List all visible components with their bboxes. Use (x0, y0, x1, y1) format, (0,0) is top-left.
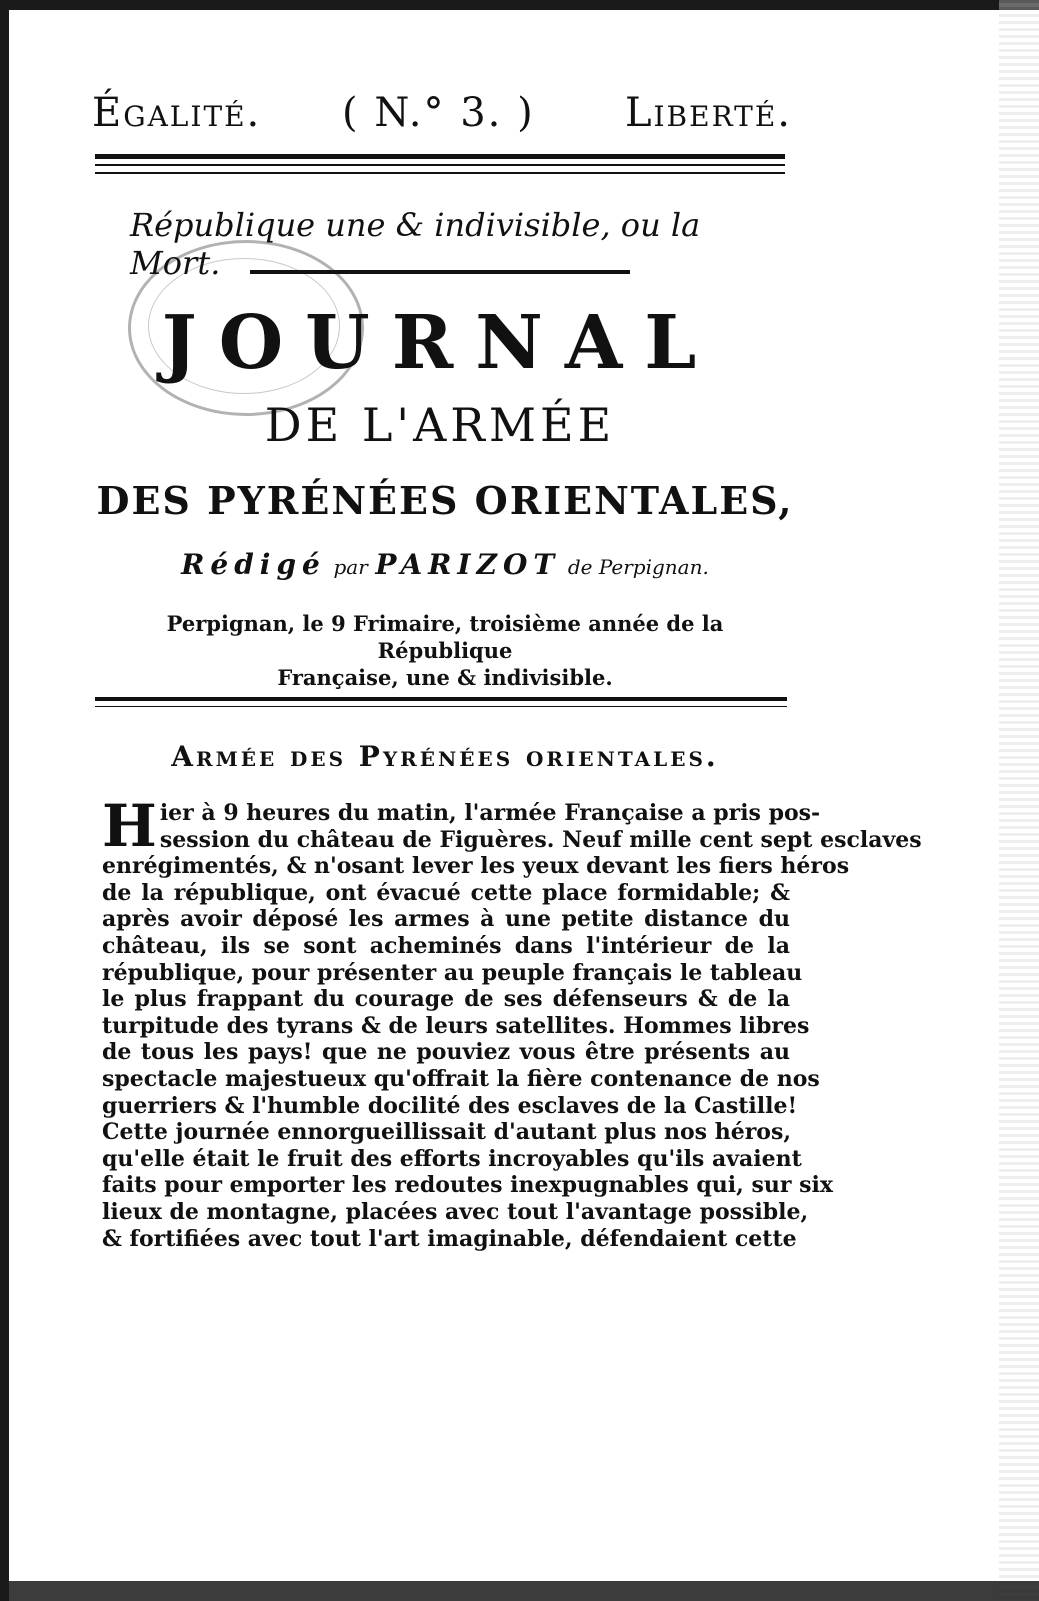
article-line: république, pour présenter au peuple français le tableau (102, 959, 803, 986)
article-line: spectacle majestueux qu'offrait la fière contenance de nos (102, 1065, 820, 1092)
article-line: ier à 9 heures du matin, l'armée Française a pris pos- (159, 800, 821, 826)
title-de-larmee: DE L'ARMÉE (264, 398, 616, 452)
scan-border-left (0, 0, 9, 1601)
dateline (100, 610, 790, 691)
section-rule-thin (95, 706, 787, 707)
issue-number: ( N.° 3. ) (342, 90, 535, 136)
masthead-rule-thin-2 (95, 172, 785, 174)
editor-line (95, 548, 795, 581)
scan-border-bottom (0, 1581, 1039, 1601)
article-line: turpitude des tyrans & de leurs satellites. Hommes libres (102, 1012, 810, 1039)
article-line: session du château de Figuères. Neuf mille cent sept esclaves (159, 826, 922, 853)
article-line: de la république, ont évacué cette place formidable; & (102, 879, 790, 906)
masthead (92, 90, 792, 150)
title-journal: JOURNAL (161, 300, 719, 386)
title-pyrenees-orientales: DES PYRÉNÉES ORIENTALES, (96, 478, 794, 523)
article-line: guerriers & l'humble docilité des esclaves de la Castille! (102, 1092, 798, 1119)
article-body (102, 792, 922, 1252)
masthead-egalite: Égalité. (92, 90, 262, 136)
masthead-rule-thick (95, 154, 785, 159)
masthead-rule-thin (95, 164, 785, 166)
article-line: & fortifiées avec tout l'art imaginable, défendaient cette (102, 1225, 797, 1252)
article-line: château, ils se sont acheminés dans l'intérieur de la (102, 932, 790, 959)
article-dropcap: H (102, 792, 157, 860)
article-line: enrégimentés, & n'osant lever les yeux devant les fiers héros (102, 853, 850, 880)
scan-border-right (999, 0, 1039, 1601)
article-line: faits pour emporter les redoutes inexpugnables qui, sur six (102, 1172, 833, 1199)
editor-name: PARIZOT (375, 548, 561, 581)
motto: République une & indivisible, ou la Mort. (130, 206, 701, 282)
editor-redige: Rédigé (181, 548, 326, 581)
dateline-line-2: Française, une & indivisible. (277, 665, 613, 690)
article-line: lieux de montagne, placées avec tout l'avantage possible, (102, 1198, 809, 1225)
masthead-liberte: Liberté. (624, 90, 792, 136)
article-line: de tous les pays! que ne pouviez vous être présents au (102, 1039, 790, 1066)
editor-city: de Perpignan. (567, 555, 709, 579)
dateline-line-1: Perpignan, le 9 Frimaire, troisième année de la République (166, 611, 724, 663)
motto-rule (250, 270, 630, 274)
scan-border-top (0, 0, 1039, 10)
article-line: Cette journée ennorgueillissait d'autant plus nos héros, (102, 1119, 792, 1146)
editor-par: par (333, 555, 368, 579)
article-line: le plus frappant du courage de ses défenseurs & de la (102, 986, 790, 1013)
article-line: qu'elle était le fruit des efforts incroyables qu'ils avaient (102, 1145, 802, 1172)
section-title: Armée des Pyrénées orientales. (171, 740, 719, 773)
article-line: après avoir déposé les armes à une petite distance du (102, 906, 790, 933)
section-rule-thick (95, 697, 787, 701)
